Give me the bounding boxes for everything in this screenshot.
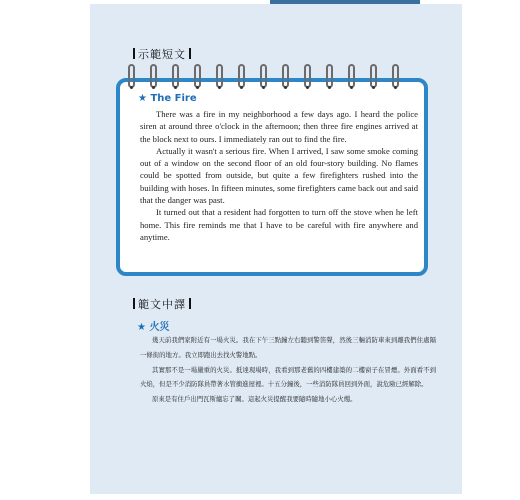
essay-body	[140, 108, 418, 243]
label-bar-right	[189, 298, 191, 309]
translation-title: ★ 火災	[137, 322, 170, 333]
spiral-ring-icon	[216, 64, 223, 88]
essay-paragraph: There was a fire in my neighborhood a few days ago. I heard the police siren at around three o'clock in the afternoon; then three fire engines arrived at the block next to ours. I immediately ran out to find the fire.	[140, 109, 418, 144]
spiral-ring-icon	[392, 64, 399, 88]
section-label-translation-text: 範文中譯	[138, 298, 186, 311]
spiral-ring-icon	[260, 64, 267, 88]
spiral-ring-icon	[128, 64, 135, 88]
translation-paragraph: 原來是有住戶出門瓦斯爐忘了關。這起火災提醒我要隨時隨地小心火燭。	[152, 395, 357, 404]
spiral-ring-icon	[172, 64, 179, 88]
spiral-ring-icon	[326, 64, 333, 88]
section-label-translation	[130, 296, 194, 312]
label-bar-left	[133, 48, 135, 59]
spiral-ring-icon	[150, 64, 157, 88]
essay-paragraph: It turned out that a resident had forgotten to turn off the stove when he left home. This fire reminds me that I have to be careful with fire anywhere and anytime.	[140, 207, 418, 242]
spiral-ring-icon	[348, 64, 355, 88]
label-bar-left	[133, 298, 135, 309]
translation-paragraph: 幾天前我們家附近有一場火災。我在下午三點鐘左右聽到警笛聲，然後三輛消防車來到離我們住處隔一條街的地方。我立即跑出去找火警地點。	[140, 336, 436, 359]
section-label-model	[130, 46, 194, 62]
spiral-binding	[128, 64, 418, 94]
spiral-ring-icon	[304, 64, 311, 88]
header-strip	[270, 0, 420, 4]
essay-paragraph: Actually it wasn't a serious fire. When I arrived, I saw some smoke coming out of a window on the second floor of an old four-story building. No flames could be spotted from outside, but quite a few firefighters rushed into the building with hoses. In fifteen minutes, some firefighters came back out and said that the danger was past.	[140, 145, 418, 206]
translation-body	[140, 333, 436, 407]
translation-paragraph: 其實那不是一場嚴重的火災。抵達現場時，我看到那老舊的四樓建築的二樓窗子在冒煙。外面看不到火焰，但是不少消防隊員帶著水管衝進屋裡。十五分鐘後，一些消防隊員回到外面，說危險已經解除。	[140, 365, 436, 389]
essay-title: ★ The Fire	[138, 93, 197, 104]
label-bar-right	[189, 48, 191, 59]
spiral-ring-icon	[282, 64, 289, 88]
spiral-ring-icon	[370, 64, 377, 88]
section-label-model-text: 示範短文	[138, 48, 186, 61]
spiral-ring-icon	[238, 64, 245, 88]
spiral-ring-icon	[194, 64, 201, 88]
